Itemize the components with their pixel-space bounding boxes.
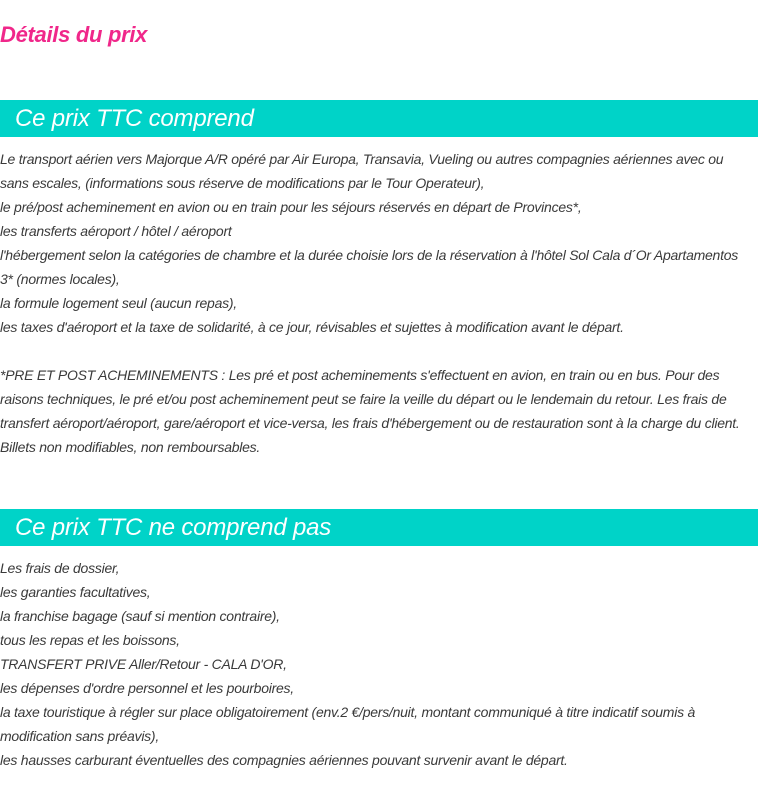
page-title: Détails du prix xyxy=(0,22,148,47)
excluded-item: Les frais de dossier, xyxy=(0,560,120,576)
included-heading: Ce prix TTC comprend xyxy=(15,105,254,132)
pre-post-note xyxy=(0,363,752,459)
excluded-item: les dépenses d'ordre personnel et les pourboires, xyxy=(0,680,294,696)
included-item: l'hébergement selon la catégories de chambre et la durée choisie lors de la réservation à l'hôtel Sol Cala d´Or Apartamentos 3* (normes locales), xyxy=(0,247,739,287)
pre-post-note-text: *PRE ET POST ACHEMINEMENTS : Les pré et post acheminements s'effectuent en avion, en train ou en bus. Pour des raisons techniques, le pré et/ou post acheminement peut se faire la veille du départ ou le lendemain du retour. Les frais de transfert aéroport/aéroport, gare/aéroport et vice-versa, les frais d'hébergement ou de restauration sont à la charge du client. Billets non modifiables, non remboursables. xyxy=(0,367,740,455)
excluded-item: la taxe touristique à régler sur place obligatoirement (env.2 €/pers/nuit, montant communiqué à titre indicatif soumis à modification sans préavis), xyxy=(0,704,695,744)
excluded-section-header xyxy=(0,509,758,546)
included-item: les taxes d'aéroport et la taxe de solidarité, à ce jour, révisables et sujettes à modification avant le départ. xyxy=(0,319,624,335)
excluded-item: TRANSFERT PRIVE Aller/Retour - CALA D'OR, xyxy=(0,656,287,672)
included-item: Le transport aérien vers Majorque A/R opéré par Air Europa, Transavia, Vueling ou autres compagnies aériennes avec ou sans escales, (informations sous réserve de modifications par le Tour Operateur), xyxy=(0,151,724,191)
excluded-list xyxy=(0,556,752,772)
included-item: la formule logement seul (aucun repas), xyxy=(0,295,237,311)
included-list xyxy=(0,147,752,339)
included-item: le pré/post acheminement en avion ou en train pour les séjours réservés en départ de Provinces*, xyxy=(0,199,582,215)
included-section-header xyxy=(0,100,758,137)
excluded-item: les garanties facultatives, xyxy=(0,584,151,600)
excluded-item: la franchise bagage (sauf si mention contraire), xyxy=(0,608,280,624)
included-item: les transferts aéroport / hôtel / aéroport xyxy=(0,223,232,239)
excluded-heading: Ce prix TTC ne comprend pas xyxy=(15,514,332,541)
excluded-item: les hausses carburant éventuelles des compagnies aériennes pouvant survenir avant le départ. xyxy=(0,752,568,768)
excluded-item: tous les repas et les boissons, xyxy=(0,632,180,648)
